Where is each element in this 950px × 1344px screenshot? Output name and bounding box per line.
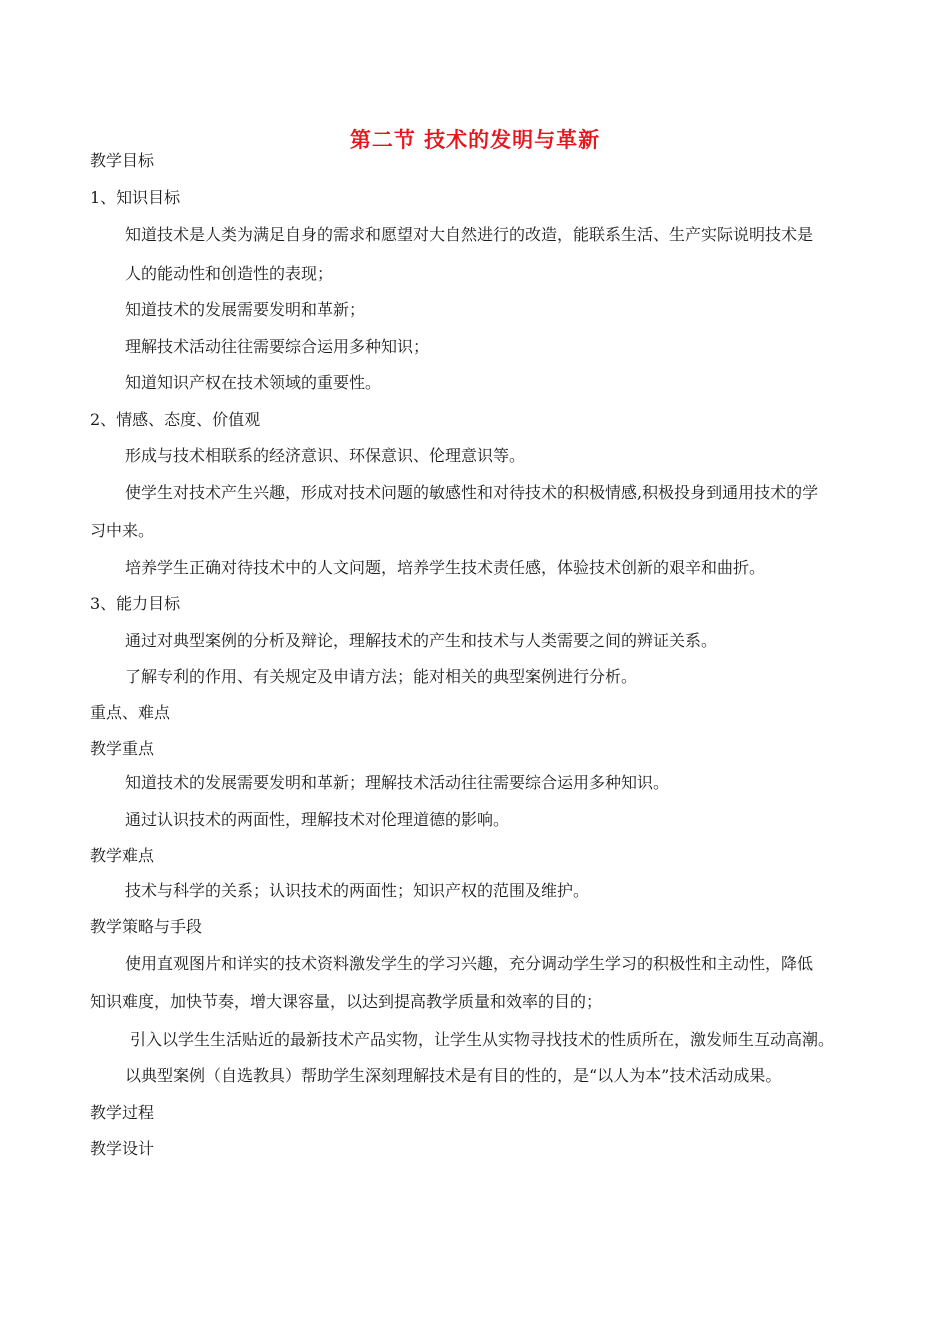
paragraph-line: 通过对典型案例的分析及辩论，理解技术的产生和技术与人类需要之间的辨证关系。 — [125, 631, 718, 650]
heading-key-difficult-points: 重点、难点 — [90, 703, 171, 722]
paragraph-line: 以典型案例（自选教具）帮助学生深刻理解技术是有目的性的，是“以人为本”技术活动成果。 — [125, 1066, 782, 1085]
paragraph-line: 知识难度，加快节奏，增大课容量，以达到提高教学质量和效率的目的； — [90, 992, 603, 1011]
paragraph-line: 知道技术的发展需要发明和革新；理解技术活动往往需要综合运用多种知识。 — [125, 773, 670, 792]
paragraph-line: 知道知识产权在技术领域的重要性。 — [125, 373, 382, 392]
heading-teaching-process: 教学过程 — [90, 1103, 155, 1122]
heading-teaching-goals: 教学目标 — [90, 151, 155, 170]
paragraph-line: 理解技术活动往往需要综合运用多种知识； — [125, 337, 430, 356]
heading-teaching-design: 教学设计 — [90, 1139, 155, 1158]
paragraph-line: 引入以学生生活贴近的最新技术产品实物，让学生从实物寻找技术的性质所在，激发师生互动高潮。 — [130, 1030, 835, 1049]
heading-ability-goals: 3、能力目标 — [90, 594, 181, 613]
heading-knowledge-goals: 1、知识目标 — [90, 188, 181, 207]
paragraph-line: 形成与技术相联系的经济意识、环保意识、伦理意识等。 — [125, 446, 526, 465]
heading-teaching-difficulty: 教学难点 — [90, 846, 155, 865]
heading-teaching-strategy: 教学策略与手段 — [90, 917, 203, 936]
paragraph-line: 知道技术是人类为满足自身的需求和愿望对大自然进行的改造，能联系生活、生产实际说明技术是 — [125, 225, 814, 244]
paragraph-line: 技术与科学的关系；认识技术的两面性；知识产权的范围及维护。 — [125, 881, 590, 900]
paragraph-line: 习中来。 — [90, 521, 155, 540]
paragraph-line: 使用直观图片和详实的技术资料激发学生的学习兴趣，充分调动学生学习的积极性和主动性，降低 — [125, 954, 814, 973]
paragraph-line: 使学生对技术产生兴趣，形成对技术问题的敏感性和对待技术的积极情感,积极投身到通用技术的学 — [125, 483, 819, 502]
heading-attitude-values: 2、情感、态度、价值观 — [90, 410, 261, 429]
paragraph-line: 培养学生正确对待技术中的人文问题，培养学生技术责任感，体验技术创新的艰辛和曲折。 — [125, 558, 766, 577]
page-title: 第二节 技术的发明与革新 — [349, 128, 601, 152]
paragraph-line: 知道技术的发展需要发明和革新； — [125, 300, 366, 319]
paragraph-line: 通过认识技术的两面性，理解技术对伦理道德的影响。 — [125, 810, 510, 829]
paragraph-line: 了解专利的作用、有关规定及申请方法；能对相关的典型案例进行分析。 — [125, 667, 638, 686]
heading-teaching-focus: 教学重点 — [90, 739, 155, 758]
paragraph-line: 人的能动性和创造性的表现； — [125, 264, 334, 283]
